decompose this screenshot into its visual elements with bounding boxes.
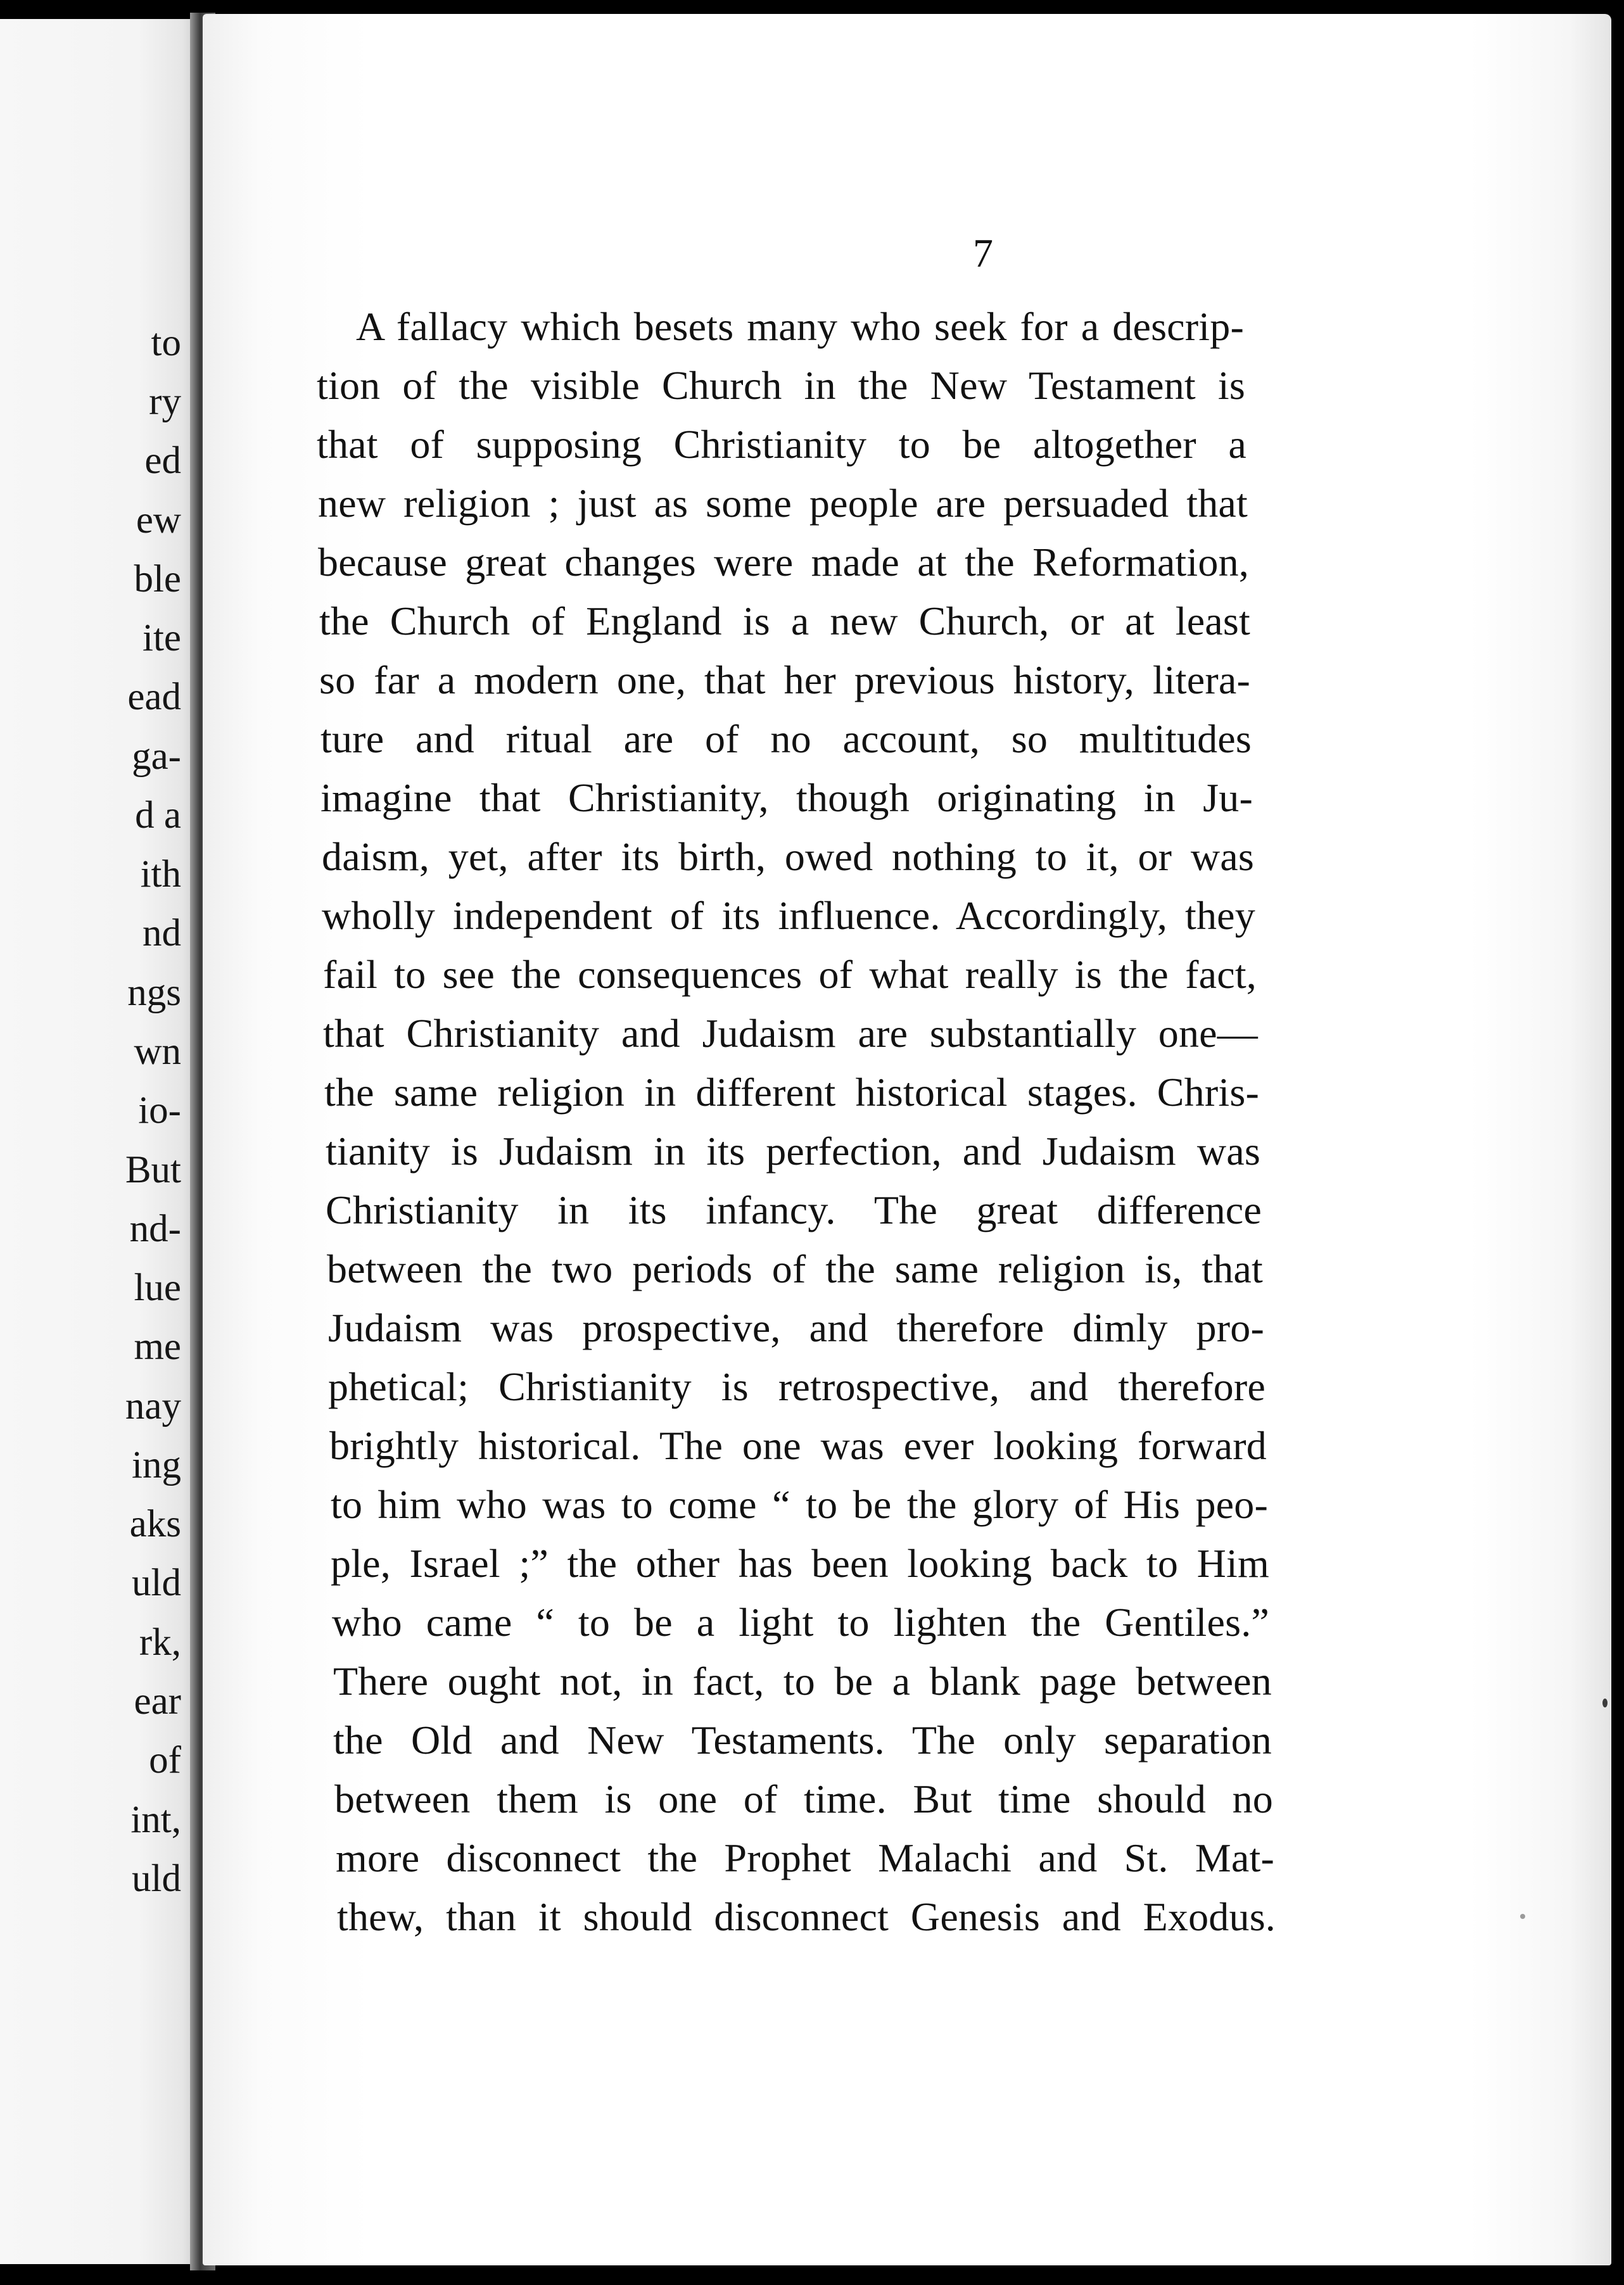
left-page-line: nay (125, 1385, 181, 1427)
left-page-line: wn (134, 1030, 181, 1073)
body-text-line: between the two periods of the same religion is, that (327, 1246, 1263, 1291)
left-page-line: ead (127, 676, 181, 718)
body-text-line: tianity is Judaism in its perfection, and Judaism was (326, 1129, 1260, 1174)
body-text-line: ture and ritual are of no account, so multitudes (320, 716, 1252, 761)
body-text-line: that Christianity and Judaism are substantially one— (323, 1011, 1258, 1056)
body-text-line: Judaism was prospective, and therefore dimly pro- (328, 1305, 1264, 1350)
left-page-line: ngs (127, 972, 181, 1014)
left-page-line: int, (130, 1799, 181, 1841)
left-page-line: aks (129, 1503, 181, 1545)
body-text-line: imagine that Christianity, though originating in Ju- (320, 775, 1253, 820)
body-text-line: more disconnect the Prophet Malachi and St. Mat- (336, 1835, 1274, 1880)
left-page-line: rk, (139, 1621, 181, 1664)
left-page-line: But (125, 1149, 181, 1191)
body-text-line: thew, than it should disconnect Genesis and Exodus. (337, 1894, 1276, 1939)
body-text-line: to him who was to come “ to be the glory of His peo- (331, 1482, 1268, 1527)
body-text-line: daism, yet, after its birth, owed nothing to it, or was (322, 834, 1254, 879)
body-text-line: phetical; Christianity is retrospective, and therefore (328, 1364, 1266, 1409)
body-text-line: so far a modern one, that her previous history, litera- (319, 657, 1250, 702)
left-page-line: ith (140, 853, 181, 896)
left-page-line: uld (132, 1562, 181, 1604)
left-page-line: d a (135, 794, 181, 837)
left-page-line: nd (143, 912, 181, 954)
body-text-line: the same religion in different historical stages. Chris- (324, 1070, 1259, 1115)
body-text-line: ple, Israel ;” the other has been looking back to Him (331, 1541, 1269, 1586)
left-page-line: lue (134, 1267, 181, 1309)
left-page-line: ga- (132, 735, 181, 778)
body-text-line: the Church of England is a new Church, or at least (319, 598, 1250, 643)
left-page-line: me (134, 1326, 181, 1368)
left-page-line: ble (134, 558, 181, 600)
body-text (317, 298, 1276, 1957)
left-page-line: ed (144, 440, 181, 482)
body-text-line: new religion ; just as some people are persuaded that (318, 481, 1248, 526)
body-text-line: because great changes were made at the Reformation, (318, 540, 1249, 585)
body-text-line: tion of the visible Church in the New Testament is (317, 363, 1245, 408)
left-page (0, 19, 198, 2264)
body-text-line: There ought not, in fact, to be a blank page between (333, 1659, 1272, 1704)
left-page-line: to (151, 322, 181, 364)
body-text-line: who came “ to be a light to lighten the Gentiles.” (332, 1600, 1269, 1645)
body-text-line: Christianity in its infancy. The great difference (326, 1187, 1262, 1232)
body-text-line: that of supposing Christianity to be altogether a (317, 422, 1247, 467)
left-page-line: ing (132, 1444, 181, 1486)
body-text-line: fail to see the consequences of what really is the fact, (323, 952, 1257, 997)
left-page-line: io- (138, 1089, 181, 1132)
body-text-line: A fallacy which besets many who seek for a descrip- (356, 304, 1244, 349)
body-text-line: between them is one of time. But time should no (334, 1776, 1273, 1821)
left-page-line: ew (136, 499, 181, 541)
scan-speck (1520, 1914, 1525, 1919)
body-text-line: the Old and New Testaments. The only separation (333, 1718, 1272, 1763)
left-page-line: of (149, 1739, 181, 1782)
left-page-line: ite (143, 617, 181, 659)
left-page-line: ear (134, 1680, 181, 1723)
body-text-line: brightly historical. The one was ever looking forward (329, 1423, 1267, 1468)
body-text-line: wholly independent of its influence. Accordingly, they (322, 893, 1255, 938)
left-page-line: ry (149, 381, 181, 423)
scan-speck (1602, 1699, 1608, 1707)
left-page-line: nd- (129, 1208, 181, 1250)
page-number: 7 (973, 231, 993, 275)
left-page-line: uld (132, 1858, 181, 1900)
